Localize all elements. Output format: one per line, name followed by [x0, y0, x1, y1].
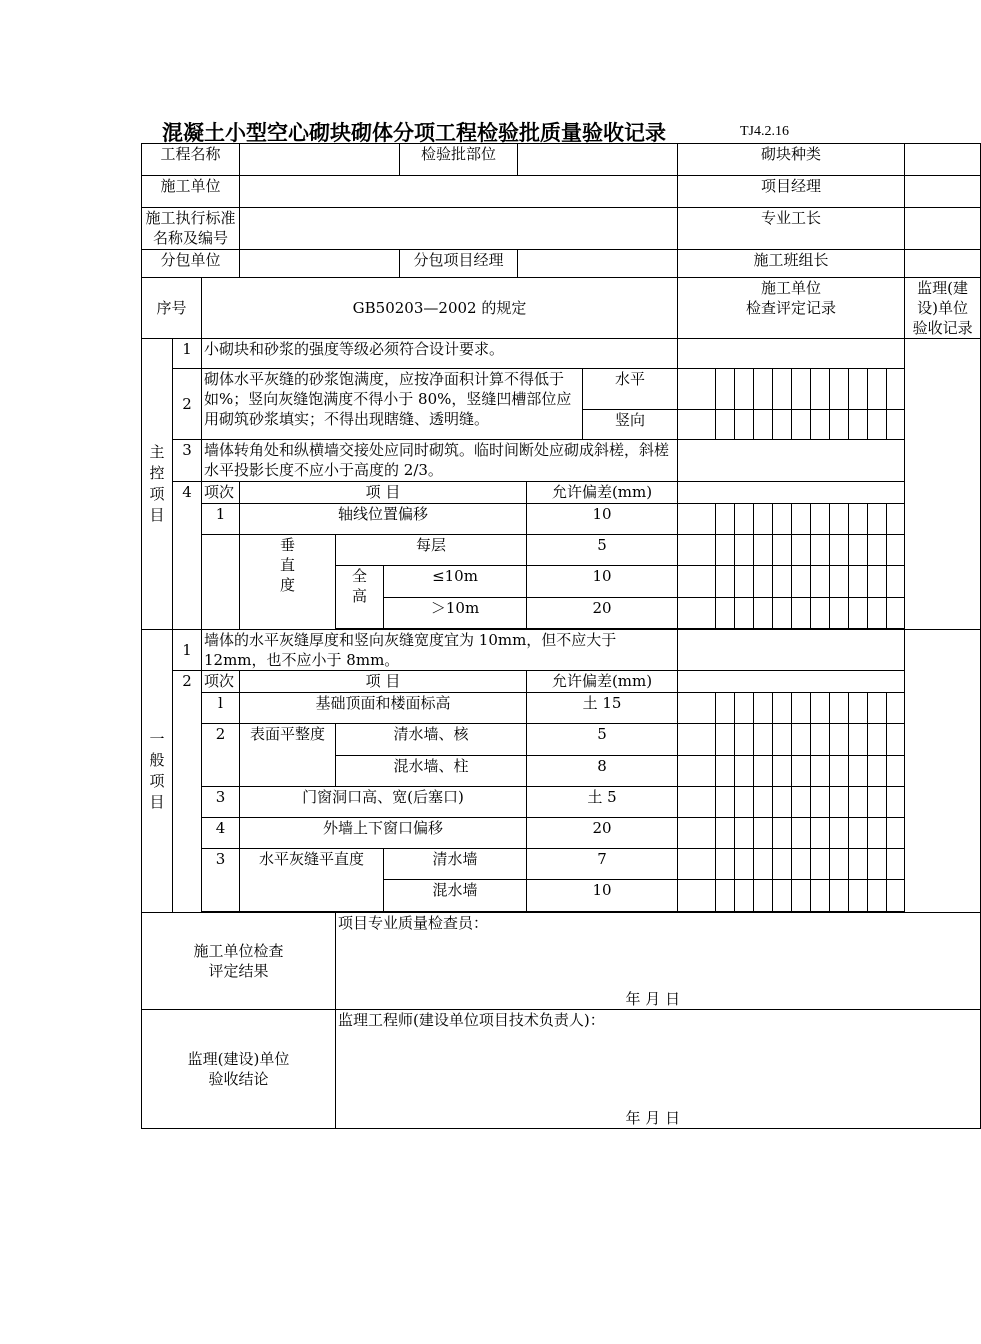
form-code: TJ4.2.16	[740, 124, 789, 139]
grid-cell[interactable]	[830, 504, 849, 535]
grid-cell[interactable]	[887, 597, 905, 628]
subcontractor-label: 分包单位	[142, 249, 240, 277]
grid-cell[interactable]	[754, 504, 773, 535]
col-tol-header: 允许偏差(mm)	[527, 671, 678, 693]
grid-cell[interactable]	[678, 597, 716, 628]
main-item-3-check[interactable]	[678, 439, 905, 481]
general-item-1-num: 1	[173, 629, 202, 670]
project-manager-field[interactable]	[905, 176, 981, 208]
grid-cell[interactable]	[754, 597, 773, 628]
grid-cell[interactable]	[678, 481, 905, 503]
verticality-label: 垂 直 度	[240, 535, 336, 630]
block-type-field[interactable]	[905, 144, 981, 176]
row-no: 3	[202, 786, 240, 817]
row-no	[202, 535, 240, 630]
main-item-3-num: 3	[173, 439, 202, 481]
row-tol: 10	[527, 504, 678, 535]
grid-cell[interactable]	[773, 693, 792, 724]
grid-cell[interactable]	[735, 369, 754, 409]
project-name-field[interactable]	[240, 144, 400, 176]
inspector-label: 项目专业质量检查员：	[338, 913, 489, 932]
row-tol: 土 5	[527, 786, 678, 817]
grid-cell[interactable]	[735, 880, 754, 911]
col-tol-header: 允许偏差(mm)	[527, 481, 678, 503]
row-no: 3	[202, 849, 240, 911]
row-name: 表面平整度	[240, 724, 336, 786]
grid-cell[interactable]	[830, 724, 849, 755]
main-item-4-num: 4	[173, 481, 202, 629]
grid-cell[interactable]	[792, 849, 811, 880]
grid-cell[interactable]	[811, 724, 830, 755]
grid-cell[interactable]	[754, 755, 773, 786]
grid-cell[interactable]	[849, 693, 868, 724]
grid-cell[interactable]	[868, 409, 887, 439]
grid-cell[interactable]	[735, 755, 754, 786]
row-no: 1	[202, 504, 240, 535]
grid-cell[interactable]	[716, 724, 735, 755]
per-floor-tol: 5	[527, 535, 678, 566]
grid-cell[interactable]	[754, 849, 773, 880]
col-item-header: 项 目	[240, 671, 527, 693]
grid-cell[interactable]	[887, 566, 905, 597]
grid-cell[interactable]	[849, 409, 868, 439]
row-name: 轴线位置偏移	[240, 504, 527, 535]
grid-cell[interactable]	[811, 504, 830, 535]
grid-cell[interactable]	[868, 566, 887, 597]
row-tol: 8	[527, 755, 678, 786]
grid-cell[interactable]	[830, 409, 849, 439]
col-no-header: 项次	[202, 671, 240, 693]
grid-cell[interactable]	[735, 597, 754, 628]
grid-cell[interactable]	[716, 880, 735, 911]
grid-cell[interactable]	[868, 849, 887, 880]
grid-cell[interactable]	[735, 817, 754, 848]
grid-cell[interactable]	[868, 755, 887, 786]
grid-cell[interactable]	[811, 786, 830, 817]
form-title: 混凝土小型空心砌块砌体分项工程检验批质量验收记录	[162, 121, 666, 145]
grid-cell[interactable]	[887, 409, 905, 439]
col-item-header: 项 目	[240, 481, 527, 503]
sub-manager-label: 分包项目经理	[400, 249, 518, 277]
row-tol: 土 15	[527, 693, 678, 724]
grid-cell[interactable]	[849, 880, 868, 911]
contractor-label: 施工单位	[142, 176, 240, 208]
team-leader-label: 施工班组长	[678, 249, 905, 277]
contractor-check-header: 施工单位 检查评定记录	[678, 277, 905, 338]
grid-cell[interactable]	[811, 597, 830, 628]
grid-cell[interactable]	[830, 535, 849, 566]
contractor-result-label: 施工单位检查 评定结果	[142, 912, 336, 1010]
main-supervisor-record[interactable]	[905, 339, 981, 630]
grid-cell[interactable]	[792, 693, 811, 724]
grid-cell[interactable]	[678, 849, 716, 880]
main-item-2-vertical: 竖向	[583, 409, 678, 439]
grid-cell[interactable]	[678, 504, 716, 535]
spec-header: GB50203—2002 的规定	[202, 277, 678, 338]
project-name-label: 工程名称	[142, 144, 240, 176]
le10-label: ≤10m	[384, 566, 527, 597]
grid-cell[interactable]	[792, 504, 811, 535]
standard-label: 施工执行标准 名称及编号	[142, 208, 240, 249]
block-type-label: 砌块种类	[678, 144, 905, 176]
grid-cell[interactable]	[849, 755, 868, 786]
row-sub: 清水墙、核	[336, 724, 527, 755]
grid-cell[interactable]	[811, 369, 830, 409]
grid-cell[interactable]	[678, 693, 716, 724]
grid-cell[interactable]	[792, 755, 811, 786]
grid-cell[interactable]	[792, 535, 811, 566]
grid-cell[interactable]	[792, 566, 811, 597]
grid-cell[interactable]	[716, 369, 735, 409]
row-name: 门窗洞口高、宽(后塞口)	[240, 786, 527, 817]
grid-cell[interactable]	[735, 786, 754, 817]
grid-cell[interactable]	[792, 369, 811, 409]
grid-cell[interactable]	[887, 755, 905, 786]
grid-cell[interactable]	[887, 535, 905, 566]
engineer-label: 监理工程师(建设单位项目技术负责人)：	[338, 1011, 605, 1030]
grid-cell[interactable]	[887, 693, 905, 724]
grid-cell[interactable]	[830, 880, 849, 911]
grid-cell[interactable]	[678, 724, 716, 755]
row-no: l	[202, 693, 240, 724]
grid-cell[interactable]	[868, 786, 887, 817]
grid-cell[interactable]	[773, 409, 792, 439]
supervisor-result-field[interactable]	[336, 1010, 981, 1129]
row-name: 水平灰缝平直度	[240, 849, 384, 911]
row-name: 基础顶面和楼面标高	[240, 693, 527, 724]
grid-cell[interactable]	[678, 755, 716, 786]
grid-cell[interactable]	[773, 504, 792, 535]
inspection-form-table	[141, 143, 981, 1129]
general-item-1-text: 墙体的水平灰缝厚度和竖向灰缝宽度宜为 10mm，但不应大于 12mm，也不应小于 8mm。	[202, 629, 678, 670]
grid-cell[interactable]	[792, 409, 811, 439]
grid-cell[interactable]	[792, 817, 811, 848]
grid-cell[interactable]	[811, 693, 830, 724]
grid-cell[interactable]	[678, 786, 716, 817]
grid-cell[interactable]	[887, 880, 905, 911]
grid-cell[interactable]	[811, 535, 830, 566]
grid-cell[interactable]	[830, 755, 849, 786]
grid-cell[interactable]	[773, 849, 792, 880]
general-item-2-num: 2	[173, 671, 202, 912]
grid-cell[interactable]	[887, 849, 905, 880]
contractor-date: 年 月 日	[625, 990, 681, 1009]
grid-cell[interactable]	[678, 671, 905, 693]
grid-cell[interactable]	[830, 369, 849, 409]
team-leader-field[interactable]	[905, 249, 981, 277]
subcontractor-field[interactable]	[240, 249, 400, 277]
grid-cell[interactable]	[811, 755, 830, 786]
general-item-1-check[interactable]	[678, 629, 905, 670]
grid-cell[interactable]	[735, 535, 754, 566]
row-tol: 5	[527, 724, 678, 755]
grid-cell[interactable]	[868, 724, 887, 755]
grid-cell[interactable]	[678, 817, 716, 848]
foreman-label: 专业工长	[678, 208, 905, 249]
grid-cell[interactable]	[887, 724, 905, 755]
grid-cell[interactable]	[754, 724, 773, 755]
foreman-field[interactable]	[905, 208, 981, 249]
grid-cell[interactable]	[887, 786, 905, 817]
grid-cell[interactable]	[678, 880, 716, 911]
grid-cell[interactable]	[754, 817, 773, 848]
grid-cell[interactable]	[773, 880, 792, 911]
grid-cell[interactable]	[716, 755, 735, 786]
grid-cell[interactable]	[811, 409, 830, 439]
grid-cell[interactable]	[811, 817, 830, 848]
grid-cell[interactable]	[868, 535, 887, 566]
main-item-1-num: 1	[173, 339, 202, 369]
grid-cell[interactable]	[849, 817, 868, 848]
grid-cell[interactable]	[830, 786, 849, 817]
main-item-2-horizontal: 水平	[583, 369, 678, 409]
per-floor-label: 每层	[336, 535, 527, 566]
grid-cell[interactable]	[773, 724, 792, 755]
grid-cell[interactable]	[830, 693, 849, 724]
contractor-field[interactable]	[240, 176, 678, 208]
grid-cell[interactable]	[716, 786, 735, 817]
grid-cell[interactable]	[849, 535, 868, 566]
grid-cell[interactable]	[716, 409, 735, 439]
grid-cell[interactable]	[678, 369, 716, 409]
grid-cell[interactable]	[754, 409, 773, 439]
main-item-1-text: 小砌块和砂浆的强度等级必须符合设计要求。	[202, 339, 678, 369]
general-label: 一 般 项 目	[142, 629, 173, 912]
grid-cell[interactable]	[716, 504, 735, 535]
grid-cell[interactable]	[735, 566, 754, 597]
row-sub: 混水墙、柱	[336, 755, 527, 786]
grid-cell[interactable]	[716, 566, 735, 597]
grid-cell[interactable]	[773, 597, 792, 628]
main-item-1-check[interactable]	[678, 339, 905, 369]
general-supervisor-record[interactable]	[905, 629, 981, 912]
grid-cell[interactable]	[868, 369, 887, 409]
project-manager-label: 项目经理	[678, 176, 905, 208]
row-no: 2	[202, 724, 240, 786]
grid-cell[interactable]	[792, 880, 811, 911]
row-sub: 混水墙	[384, 880, 527, 911]
grid-cell[interactable]	[773, 817, 792, 848]
grid-cell[interactable]	[735, 409, 754, 439]
batch-location-label: 检验批部位	[400, 144, 518, 176]
grid-cell[interactable]	[830, 817, 849, 848]
grid-cell[interactable]	[773, 755, 792, 786]
row-no: 4	[202, 817, 240, 848]
supervisor-result-label: 监理(建设)单位 验收结论	[142, 1010, 336, 1129]
grid-cell[interactable]	[716, 597, 735, 628]
main-item-3-text: 墙体转角处和纵横墙交接处应同时砌筑。临时间断处应砌成斜槎，斜槎水平投影长度不应小于高度的 2/3。	[202, 439, 678, 481]
grid-cell[interactable]	[678, 535, 716, 566]
batch-location-field[interactable]	[518, 144, 678, 176]
grid-cell[interactable]	[792, 786, 811, 817]
grid-cell[interactable]	[868, 880, 887, 911]
full-height-label: 全 高	[336, 566, 384, 628]
grid-cell[interactable]	[830, 849, 849, 880]
grid-cell[interactable]	[716, 817, 735, 848]
grid-cell[interactable]	[678, 566, 716, 597]
grid-cell[interactable]	[830, 566, 849, 597]
row-tol: 7	[527, 849, 678, 880]
grid-cell[interactable]	[887, 369, 905, 409]
sub-manager-field[interactable]	[518, 249, 678, 277]
grid-cell[interactable]	[735, 504, 754, 535]
grid-cell[interactable]	[849, 369, 868, 409]
grid-cell[interactable]	[849, 597, 868, 628]
supervisor-header: 监理(建 设)单位 验收记录	[905, 277, 981, 338]
main-item-2-num: 2	[173, 369, 202, 439]
grid-cell[interactable]	[754, 880, 773, 911]
contractor-result-field[interactable]	[336, 912, 981, 1010]
row-tol: 10	[527, 880, 678, 911]
grid-cell[interactable]	[792, 724, 811, 755]
grid-cell[interactable]	[754, 369, 773, 409]
grid-cell[interactable]	[716, 849, 735, 880]
grid-cell[interactable]	[754, 566, 773, 597]
grid-cell[interactable]	[811, 880, 830, 911]
gt10-tol: 20	[527, 597, 678, 628]
grid-cell[interactable]	[754, 786, 773, 817]
le10-tol: 10	[527, 566, 678, 597]
grid-cell[interactable]	[868, 597, 887, 628]
grid-cell[interactable]	[792, 597, 811, 628]
grid-cell[interactable]	[773, 566, 792, 597]
grid-cell[interactable]	[868, 504, 887, 535]
row-sub: 清水墙	[384, 849, 527, 880]
main-control-label: 主 控 项 目	[142, 339, 173, 630]
grid-cell[interactable]	[773, 535, 792, 566]
grid-cell[interactable]	[830, 597, 849, 628]
main-item-2-text: 砌体水平灰缝的砂浆饱满度，应按净面积计算不得低于如%；竖向灰缝饱满度不得小于 80%，竖缝凹槽部位应用砌筑砂浆填实；不得出现瞎缝、透明缝。	[202, 369, 583, 439]
grid-cell[interactable]	[735, 693, 754, 724]
grid-cell[interactable]	[849, 724, 868, 755]
row-tol: 20	[527, 817, 678, 848]
grid-cell[interactable]	[754, 535, 773, 566]
grid-cell[interactable]	[811, 566, 830, 597]
grid-cell[interactable]	[868, 817, 887, 848]
grid-cell[interactable]	[716, 693, 735, 724]
grid-cell[interactable]	[887, 817, 905, 848]
row-name: 外墙上下窗口偏移	[240, 817, 527, 848]
grid-cell[interactable]	[735, 724, 754, 755]
grid-cell[interactable]	[849, 504, 868, 535]
grid-cell[interactable]	[716, 535, 735, 566]
grid-cell[interactable]	[868, 693, 887, 724]
grid-cell[interactable]	[773, 786, 792, 817]
grid-cell[interactable]	[887, 504, 905, 535]
col-no-header: 项次	[202, 481, 240, 503]
grid-cell[interactable]	[849, 786, 868, 817]
grid-cell[interactable]	[811, 849, 830, 880]
grid-cell[interactable]	[678, 409, 716, 439]
gt10-label: ＞10m	[384, 597, 527, 628]
grid-cell[interactable]	[849, 566, 868, 597]
grid-cell[interactable]	[754, 693, 773, 724]
seq-header: 序号	[142, 277, 202, 338]
standard-field[interactable]	[240, 208, 678, 249]
grid-cell[interactable]	[773, 369, 792, 409]
grid-cell[interactable]	[849, 849, 868, 880]
grid-cell[interactable]	[735, 849, 754, 880]
supervisor-date: 年 月 日	[625, 1109, 681, 1127]
